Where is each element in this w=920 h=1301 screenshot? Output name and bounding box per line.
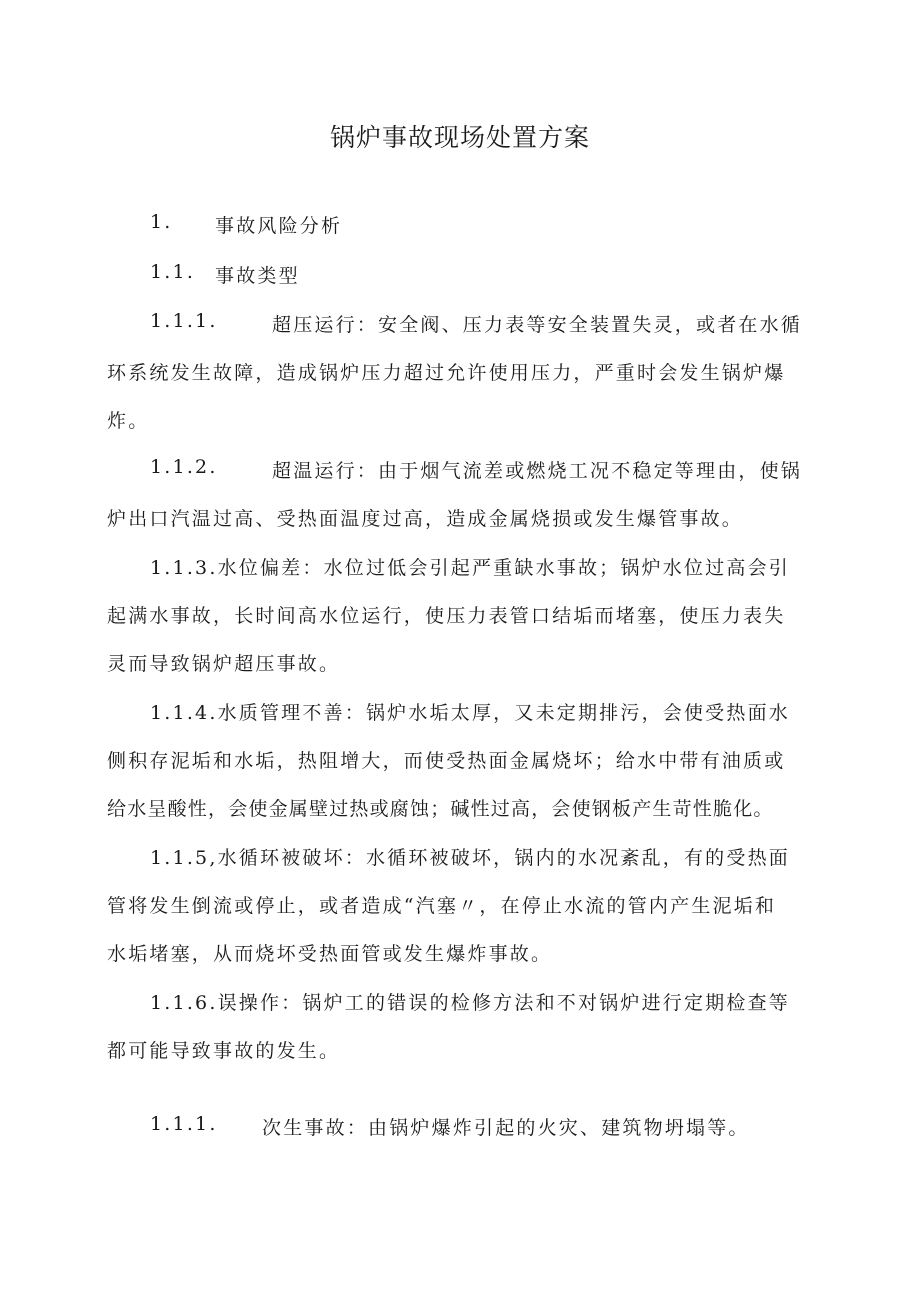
paragraph-line: 次生事故：由锅炉爆炸引起的火灾、建筑物坍塌等。: [262, 1117, 750, 1139]
paragraph-line: 管将发生倒流或停止，或者造成“汽塞〃，在停止水流的管内产生泥垢和: [107, 895, 777, 917]
paragraph-line: 1.1.4.水质管理不善：锅炉水垢太厚，又未定期排污，会使受热面水: [150, 702, 790, 724]
paragraph-line: 1.1.3.水位偏差：水位过低会引起严重缺水事故；锅炉水位过高会引: [150, 557, 790, 579]
paragraph-line: 灵而导致锅炉超压事故。: [107, 653, 341, 675]
paragraph-line: 水垢堵塞，从而烧坏受热面管或发生爆炸事故。: [107, 943, 553, 965]
paragraph-line: 炉出口汽温过高、受热面温度过高，造成金属烧损或发生爆管事故。: [107, 508, 744, 530]
page-title: 锅炉事故现场处置方案: [329, 123, 590, 152]
item-number: 1.1.2.: [150, 456, 218, 478]
section-number: 1.1.: [150, 261, 196, 283]
section-title: 事故风险分析: [215, 215, 343, 237]
paragraph-line: 都可能导致事故的发生。: [107, 1040, 341, 1062]
paragraph-line: 超压运行：安全阀、压力表等安全装置失灵，或者在水循: [272, 314, 803, 336]
paragraph-line: 给水呈酸性，会使金属壁过热或腐蚀；碱性过高，会使钢板产生苛性脆化。: [107, 798, 774, 820]
section-number: 1.: [150, 211, 173, 233]
paragraph-line: 环系统发生故障，造成锅炉压力超过允许使用压力，严重时会发生锅炉爆: [107, 362, 786, 384]
item-number: 1.1.1.: [150, 1113, 218, 1135]
item-number: 1.1.1.: [150, 310, 218, 332]
paragraph-line: 1.1.6.误操作：锅炉工的错误的检修方法和不对锅炉进行定期检查等: [150, 992, 790, 1014]
paragraph-line: 超温运行：由于烟气流差或燃烧工况不稳定等理由，使锅: [272, 460, 803, 482]
paragraph-line: 起满水事故，长时间高水位运行，使压力表管口结垢而堵塞，使压力表失: [107, 605, 786, 627]
paragraph-line: 炸。: [107, 410, 150, 432]
paragraph-line: 侧积存泥垢和水垢，热阻增大，而使受热面金属烧坏；给水中带有油质或: [107, 750, 786, 772]
paragraph-line: 1.1.5,水循环被破坏：水循环被破坏，锅内的水况紊乱，有的受热面: [150, 847, 790, 869]
section-title: 事故类型: [215, 265, 300, 287]
